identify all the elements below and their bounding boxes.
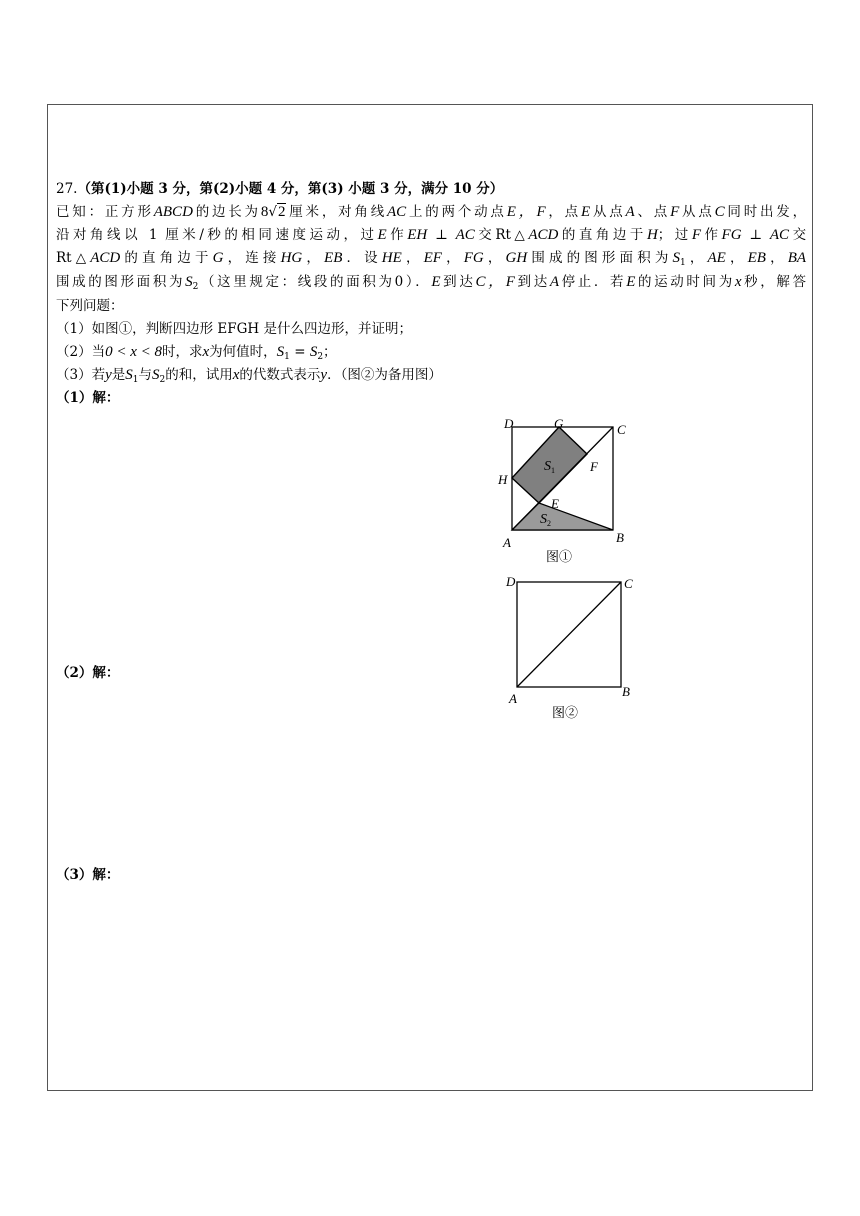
statement-line-1: 已知：正方形ABCD的边长为8√2厘米，对角线AC上的两个动点E，F，点E从点A、点F从点C同时出发， [56, 204, 807, 220]
solution-2-label: （2）解： [56, 665, 120, 681]
figure-2 [500, 572, 650, 727]
fig1-label-s1: $S_1$ [544, 459, 555, 475]
fig1-label-g: G [554, 416, 564, 431]
question-1: （1）如图①，判断四边形 EFGH 是什么四边形，并证明； [56, 321, 412, 337]
fig2-label-c: C [624, 576, 633, 591]
statement-line-2: 沿对角线以 1 厘米/秒的相同速度运动，过E作EH ⊥ AC交Rt△ACD的直角边于H；过F作FG ⊥ AC交 [56, 227, 807, 243]
fig1-label-s2: $S_2$ [540, 512, 551, 528]
problem-header: 27.（第(1)小题 3 分，第(2)小题 4 分，第(3) 小题 3 分，满分 10 分） [56, 181, 504, 197]
question-3: （3）若y是$S_1$与$S_2$的和，试用x的代数式表示y．（图②为备用图） [56, 367, 442, 385]
question-2: （2）当0 < x < 8时，求x为何值时，$S_1 = S_2$； [56, 344, 337, 362]
fig1-label-f: F [590, 459, 598, 474]
fig1-label-d: D [504, 416, 514, 431]
statement-line-3: Rt△ACD的直角边于G，连接HG，EB．设HE，EF，FG，GH围成的图形面积为$S_1$，AE，EB，BA [56, 250, 807, 268]
fig1-caption: 图① [546, 549, 573, 564]
fig1-region-s2 [512, 503, 613, 530]
fig2-label-d: D [506, 574, 516, 589]
fig1-label-b: B [616, 530, 624, 545]
statement-line-5: 下列问题： [56, 298, 124, 314]
fig1-label-a: A [503, 535, 511, 550]
fig1-label-e: E [551, 496, 559, 511]
fig2-label-a: A [509, 691, 517, 706]
fig1-label-h: H [498, 472, 508, 487]
fig2-diagonal-ac [517, 582, 621, 687]
fig2-label-b: B [622, 684, 630, 699]
solution-3-label: （3）解： [56, 867, 120, 883]
statement-line-4: 围成的图形面积为$S_2$（这里规定：线段的面积为0）．E到达C，F到达A停止．若E的运动时间为x秒，解答 [56, 274, 807, 292]
figure-1 [490, 412, 640, 572]
fig2-caption: 图② [552, 705, 579, 720]
fig1-label-c: C [617, 422, 626, 437]
solution-1-label: （1）解： [56, 390, 120, 406]
